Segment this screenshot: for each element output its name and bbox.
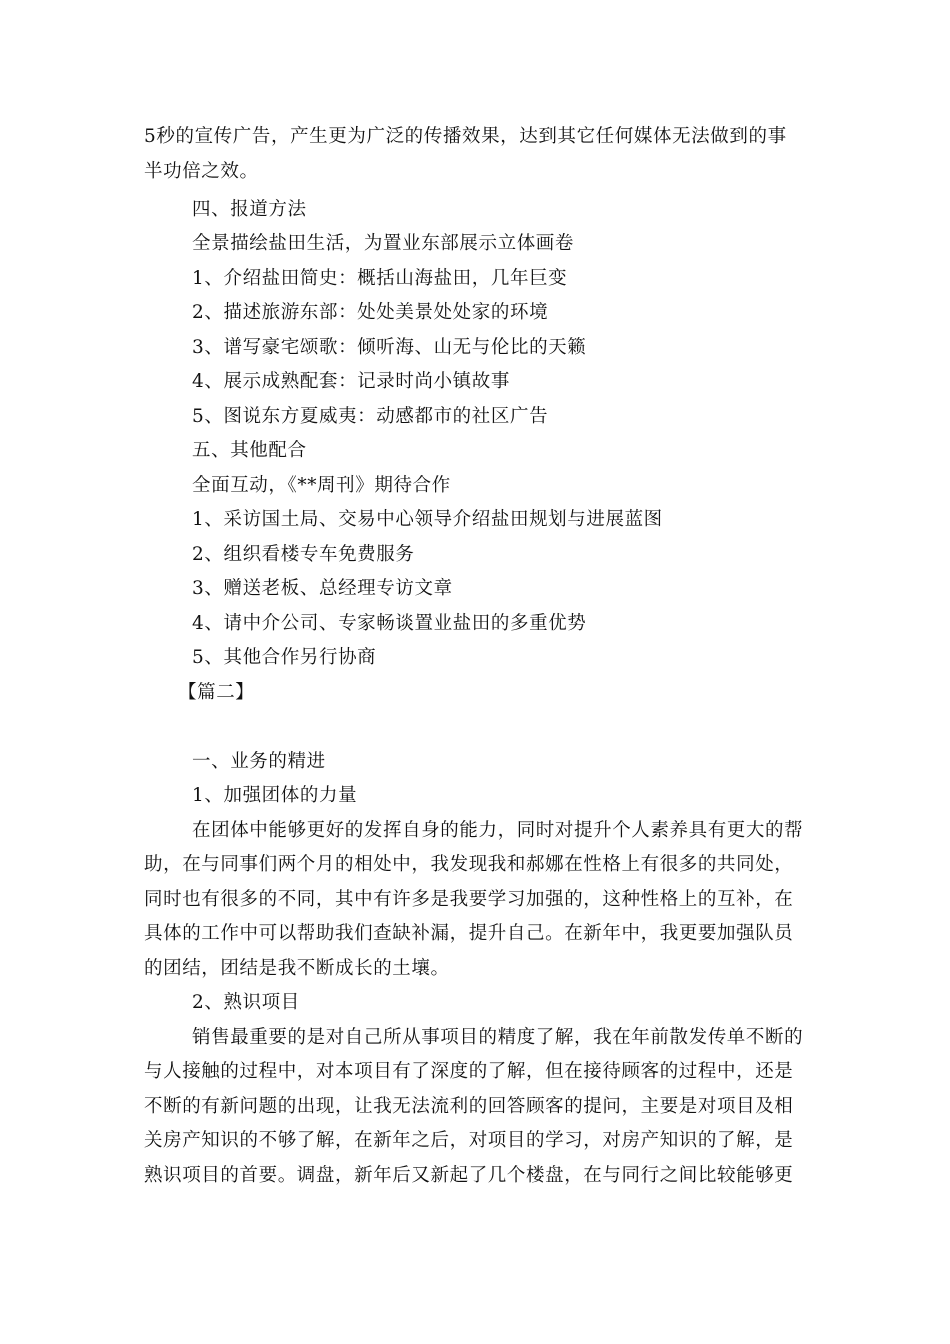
paragraph-line: 具体的工作中可以帮助我们查缺补漏，提升自己。在新年中，我更要加强队员 bbox=[144, 923, 794, 944]
paragraph-line: 的团结，团结是我不断成长的土壤。 bbox=[144, 958, 450, 979]
paragraph-line: 全景描绘盐田生活，为置业东部展示立体画卷 bbox=[192, 233, 575, 254]
paragraph-line: 助，在与同事们两个月的相处中，我发现我和郝娜在性格上有很多的共同处， bbox=[144, 854, 794, 875]
list-item: 2、描述旅游东部：处处美景处处家的环境 bbox=[192, 302, 549, 323]
paragraph-line: 5秒的宣传广告，产生更为广泛的传播效果，达到其它任何媒体无法做到的事 bbox=[144, 126, 787, 147]
subsection-heading: 1、加强团体的力量 bbox=[192, 785, 358, 806]
paragraph-line: 关房产知识的不够了解，在新年之后，对项目的学习，对房产知识的了解，是 bbox=[144, 1130, 794, 1151]
section-heading: 五、其他配合 bbox=[192, 440, 307, 461]
paragraph-line: 全面互动，《**周刊》期待合作 bbox=[192, 475, 451, 496]
part-label: 【篇二】 bbox=[178, 682, 255, 703]
list-item: 5、其他合作另行协商 bbox=[192, 647, 377, 668]
list-item: 1、采访国土局、交易中心领导介绍盐田规划与进展蓝图 bbox=[192, 509, 663, 530]
list-item: 3、谱写豪宅颂歌：倾听海、山无与伦比的天籁 bbox=[192, 337, 587, 358]
paragraph-line: 不断的有新问题的出现，让我无法流利的回答顾客的提问，主要是对项目及相 bbox=[144, 1096, 794, 1117]
list-item: 4、请中介公司、专家畅谈置业盐田的多重优势 bbox=[192, 613, 587, 634]
list-item: 2、组织看楼专车免费服务 bbox=[192, 544, 415, 565]
paragraph-line: 半功倍之效。 bbox=[144, 161, 259, 182]
section-heading: 四、报道方法 bbox=[192, 199, 307, 220]
list-item: 3、赠送老板、总经理专访文章 bbox=[192, 578, 453, 599]
list-item: 5、图说东方夏威夷：动感都市的社区广告 bbox=[192, 406, 549, 427]
paragraph-line: 与人接触的过程中，对本项目有了深度的了解，但在接待顾客的过程中，还是 bbox=[144, 1061, 794, 1082]
paragraph-line: 同时也有很多的不同，其中有许多是我要学习加强的，这种性格上的互补，在 bbox=[144, 889, 794, 910]
section-heading: 一、业务的精进 bbox=[192, 751, 326, 772]
paragraph-line: 在团体中能够更好的发挥自身的能力，同时对提升个人素养具有更大的帮 bbox=[192, 820, 804, 841]
paragraph-line: 销售最重要的是对自己所从事项目的精度了解，我在年前散发传单不断的 bbox=[192, 1027, 804, 1048]
paragraph-line: 熟识项目的首要。调盘，新年后又新起了几个楼盘，在与同行之间比较能够更 bbox=[144, 1165, 794, 1186]
list-item: 1、介绍盐田简史：概括山海盐田，几年巨变 bbox=[192, 268, 568, 289]
subsection-heading: 2、熟识项目 bbox=[192, 992, 300, 1013]
list-item: 4、展示成熟配套：记录时尚小镇故事 bbox=[192, 371, 510, 392]
